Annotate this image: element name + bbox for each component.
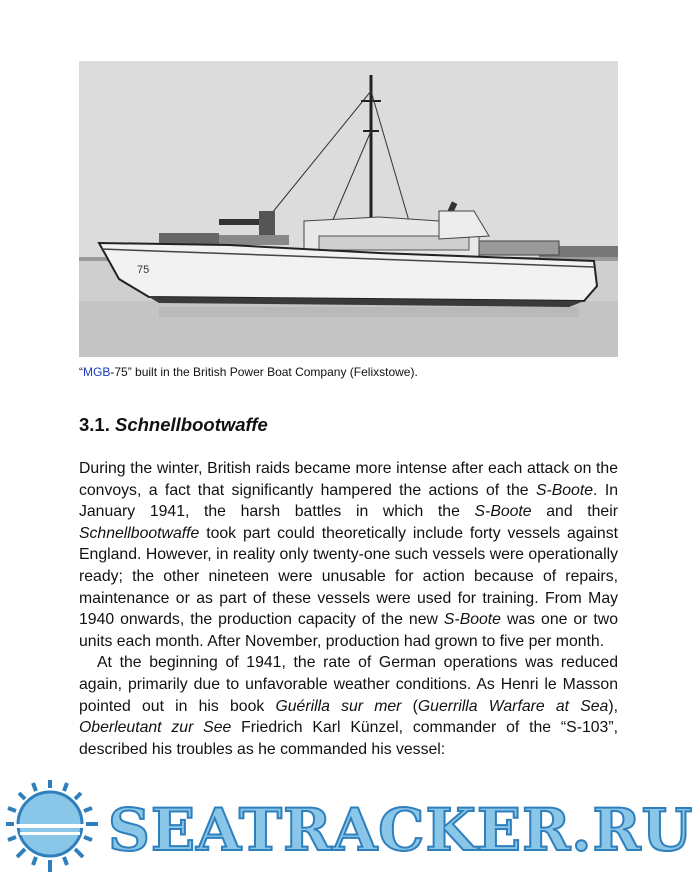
caption-open-quote: “ bbox=[79, 365, 83, 379]
body-text bbox=[79, 458, 618, 760]
italic-term: Guérilla sur mer bbox=[275, 697, 402, 715]
watermark-text: SEATRACKER.RU bbox=[108, 796, 694, 864]
caption-link-mgb[interactable]: MGB bbox=[83, 365, 111, 379]
italic-term: S-Boote bbox=[535, 481, 594, 499]
sun-logo-icon bbox=[6, 780, 98, 872]
section-number: 3.1. bbox=[79, 414, 110, 435]
caption-text: -75” built in the British Power Boat Company (Felixstowe). bbox=[110, 365, 418, 379]
paragraph-1 bbox=[79, 458, 618, 652]
text-run: Friedrich Karl Künzel, commander of the “S-103”, described his troubles as he commanded his vessel: bbox=[79, 719, 618, 758]
text-run: was one or two units each month. After November, production had grown to five per month. bbox=[79, 611, 618, 650]
text-run: and their bbox=[531, 503, 618, 521]
text-run: ), bbox=[608, 697, 618, 715]
text-run: took part could theoretically include forty vessels against England. However, in reality only twenty-one such vessels were operationally ready; the other nineteen were unusable for action because of repairs, maintenance or as part of these vessels were used for training. From May 1940 onwards, the production capacity of the new bbox=[79, 524, 618, 629]
italic-term: S-Boote bbox=[443, 611, 501, 629]
text-run: . In January 1941, the harsh battles in which the bbox=[79, 481, 619, 521]
text-run: During the winter, British raids became more intense after each attack on the convoys, a fact that significantly hampered the actions of the bbox=[79, 460, 618, 499]
text-run: At the beginning of 1941, the rate of German operations was reduced again, primarily due to unfavorable weather conditions. As Henri le Masson pointed out in his book bbox=[79, 654, 618, 715]
section-heading bbox=[79, 413, 268, 437]
italic-term: S-Boote bbox=[474, 503, 532, 521]
hull-number: 75 bbox=[137, 264, 150, 276]
section-title: Schnellbootwaffe bbox=[115, 414, 268, 435]
italic-term: Guerrilla Warfare at Sea bbox=[417, 697, 609, 715]
boat-photo bbox=[79, 61, 618, 357]
italic-term: Oberleutant zur See bbox=[79, 719, 232, 737]
paragraph-2 bbox=[79, 652, 618, 760]
boat-photo-drawing bbox=[79, 61, 618, 357]
italic-term: Schnellbootwaffe bbox=[79, 524, 200, 542]
photo-caption bbox=[79, 364, 619, 380]
text-run: ( bbox=[401, 697, 418, 715]
